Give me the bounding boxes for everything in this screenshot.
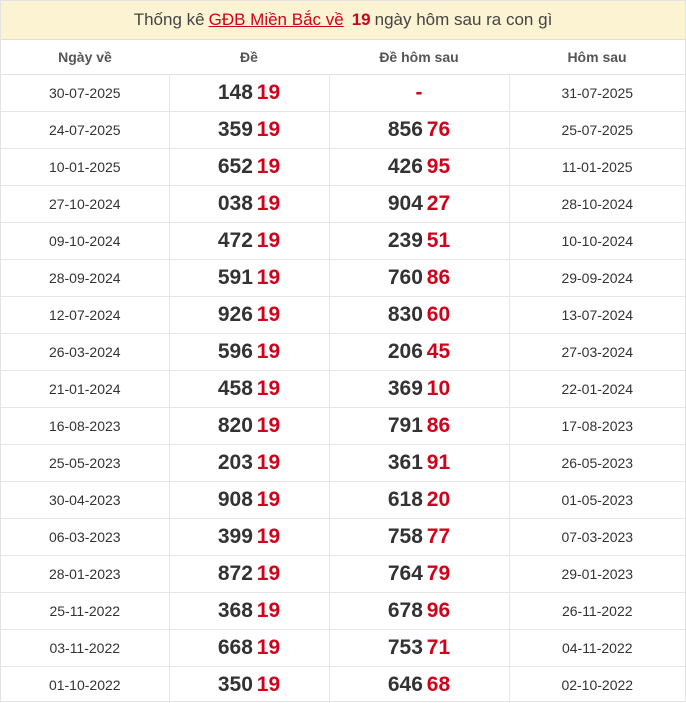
next-suffix: 10 [427,377,450,400]
next-prefix: 830 [388,303,423,326]
cell-de [169,112,329,149]
table-row [1,482,685,519]
next-date-text: 02-10-2022 [561,677,633,693]
next-prefix: 760 [388,266,423,289]
date-text: 28-09-2024 [49,270,121,286]
de-suffix: 19 [257,673,280,696]
date-text: 26-03-2024 [49,344,121,360]
cell-next-date [509,334,685,371]
next-suffix: 45 [427,340,450,363]
next-prefix: 646 [388,673,423,696]
cell-next-de [329,223,509,260]
de-suffix: 19 [257,562,280,585]
cell-date [1,112,169,149]
cell-next-de [329,445,509,482]
de-suffix: 19 [257,599,280,622]
next-date-text: 29-09-2024 [561,270,633,286]
de-suffix: 19 [257,414,280,437]
next-prefix: 369 [388,377,423,400]
de-suffix: 19 [257,340,280,363]
next-suffix: 76 [427,118,450,141]
cell-next-date [509,482,685,519]
table-row [1,519,685,556]
cell-date [1,371,169,408]
cell-next-de [329,667,509,703]
next-prefix: 753 [388,636,423,659]
cell-next-date [509,556,685,593]
next-date-text: 25-07-2025 [561,122,633,138]
cell-date [1,186,169,223]
cell-next-de [329,371,509,408]
table-title [1,1,685,40]
next-prefix: 791 [388,414,423,437]
cell-next-de [329,149,509,186]
header-row [1,40,685,75]
de-prefix: 872 [218,562,253,585]
cell-date [1,75,169,112]
next-date-text: 07-03-2023 [561,529,633,545]
cell-de [169,445,329,482]
table-row [1,408,685,445]
next-suffix: 79 [427,562,450,585]
cell-next-de [329,297,509,334]
cell-next-date [509,630,685,667]
cell-next-date [509,445,685,482]
next-prefix: 361 [388,451,423,474]
next-date-text: 04-11-2022 [562,640,633,656]
de-prefix: 591 [218,266,253,289]
de-prefix: 368 [218,599,253,622]
de-suffix: 19 [257,118,280,141]
cell-next-de [329,593,509,630]
next-prefix: 856 [388,118,423,141]
de-prefix: 458 [218,377,253,400]
next-date-text: 01-05-2023 [561,492,633,508]
de-prefix: 038 [218,192,253,215]
cell-next-date [509,112,685,149]
cell-next-date [509,371,685,408]
cell-next-de [329,112,509,149]
de-suffix: 19 [257,377,280,400]
cell-next-de [329,408,509,445]
next-suffix: 20 [427,488,450,511]
table-row [1,186,685,223]
date-text: 21-01-2024 [49,381,121,397]
cell-date [1,630,169,667]
cell-date [1,408,169,445]
cell-de [169,667,329,703]
cell-de [169,556,329,593]
cell-de [169,371,329,408]
next-suffix: 86 [427,266,450,289]
table-row [1,556,685,593]
cell-date [1,593,169,630]
de-prefix: 399 [218,525,253,548]
cell-next-de [329,75,509,112]
cell-next-date [509,260,685,297]
de-suffix: 19 [257,636,280,659]
de-suffix: 19 [257,266,280,289]
de-prefix: 350 [218,673,253,696]
next-date-text: 11-01-2025 [562,159,633,175]
de-suffix: 19 [257,192,280,215]
header-next-date: Hôm sau [509,40,685,75]
table-row [1,297,685,334]
next-prefix: 758 [388,525,423,548]
de-suffix: 19 [257,488,280,511]
next-date-text: 28-10-2024 [561,196,633,212]
results-table [1,40,685,703]
table-row [1,371,685,408]
next-suffix: 96 [427,599,450,622]
cell-next-de [329,630,509,667]
date-text: 09-10-2024 [49,233,121,249]
cell-next-date [509,408,685,445]
cell-de [169,593,329,630]
de-prefix: 148 [218,81,253,104]
header-de: Đề [169,40,329,75]
de-prefix: 908 [218,488,253,511]
cell-next-de [329,482,509,519]
next-date-text: 31-07-2025 [561,85,633,101]
de-suffix: 19 [257,229,280,252]
next-suffix: 60 [427,303,450,326]
next-suffix: - [416,81,423,104]
de-prefix: 203 [218,451,253,474]
next-prefix: 206 [388,340,423,363]
de-prefix: 926 [218,303,253,326]
cell-next-date [509,149,685,186]
cell-next-de [329,186,509,223]
date-text: 10-01-2025 [49,159,121,175]
cell-next-de [329,556,509,593]
cell-next-date [509,223,685,260]
de-prefix: 596 [218,340,253,363]
de-suffix: 19 [257,525,280,548]
title-suffix: ngày hôm sau ra con gì [375,10,553,30]
next-date-text: 26-05-2023 [561,455,633,471]
cell-de [169,260,329,297]
table-row [1,667,685,703]
next-prefix: 904 [388,192,423,215]
table-row [1,149,685,186]
date-text: 28-01-2023 [49,566,121,582]
next-prefix: 239 [388,229,423,252]
date-text: 30-04-2023 [49,492,121,508]
next-suffix: 95 [427,155,450,178]
date-text: 24-07-2025 [49,122,121,138]
cell-date [1,519,169,556]
cell-next-date [509,593,685,630]
next-suffix: 27 [427,192,450,215]
next-prefix: 618 [388,488,423,511]
table-row [1,630,685,667]
cell-next-de [329,334,509,371]
cell-de [169,519,329,556]
cell-date [1,445,169,482]
next-date-text: 22-01-2024 [561,381,633,397]
de-suffix: 19 [257,303,280,326]
table-row [1,112,685,149]
next-suffix: 51 [427,229,450,252]
cell-next-date [509,186,685,223]
de-suffix: 19 [257,155,280,178]
cell-de [169,186,329,223]
de-suffix: 19 [257,451,280,474]
cell-date [1,556,169,593]
title-prefix: Thống kê [134,10,205,30]
cell-date [1,667,169,703]
de-prefix: 472 [218,229,253,252]
cell-de [169,149,329,186]
date-text: 27-10-2024 [49,196,121,212]
next-suffix: 77 [427,525,450,548]
cell-date [1,297,169,334]
cell-date [1,223,169,260]
cell-next-date [509,75,685,112]
next-suffix: 91 [427,451,450,474]
next-date-text: 13-07-2024 [561,307,633,323]
next-date-text: 10-10-2024 [561,233,633,249]
table-row [1,260,685,297]
date-text: 06-03-2023 [49,529,121,545]
date-text: 25-11-2022 [49,603,120,619]
table-row [1,223,685,260]
de-prefix: 652 [218,155,253,178]
cell-de [169,297,329,334]
de-suffix: 19 [257,81,280,104]
table-row [1,75,685,112]
next-date-text: 26-11-2022 [562,603,633,619]
header-date: Ngày về [1,40,169,75]
cell-date [1,149,169,186]
date-text: 25-05-2023 [49,455,121,471]
title-number: 19 [352,10,371,30]
cell-date [1,482,169,519]
cell-next-date [509,519,685,556]
table-row [1,445,685,482]
cell-next-date [509,667,685,703]
cell-next-de [329,519,509,556]
cell-date [1,334,169,371]
date-text: 12-07-2024 [49,307,121,323]
next-date-text: 17-08-2023 [561,418,633,434]
date-text: 01-10-2022 [49,677,121,693]
next-suffix: 68 [427,673,450,696]
cell-next-de [329,260,509,297]
de-prefix: 820 [218,414,253,437]
next-date-text: 29-01-2023 [561,566,633,582]
next-suffix: 71 [427,636,450,659]
cell-de [169,223,329,260]
next-prefix: 764 [388,562,423,585]
table-row [1,334,685,371]
de-prefix: 359 [218,118,253,141]
cell-date [1,260,169,297]
cell-de [169,75,329,112]
table-row [1,593,685,630]
cell-de [169,630,329,667]
cell-de [169,334,329,371]
header-next-de: Đề hôm sau [329,40,509,75]
de-prefix: 668 [218,636,253,659]
next-prefix: 426 [388,155,423,178]
date-text: 03-11-2022 [49,640,120,656]
next-suffix: 86 [427,414,450,437]
next-date-text: 27-03-2024 [561,344,633,360]
date-text: 30-07-2025 [49,85,121,101]
title-link[interactable]: GĐB Miền Bắc về [209,10,344,30]
cell-de [169,408,329,445]
date-text: 16-08-2023 [49,418,121,434]
cell-de [169,482,329,519]
next-prefix: 678 [388,599,423,622]
cell-next-date [509,297,685,334]
